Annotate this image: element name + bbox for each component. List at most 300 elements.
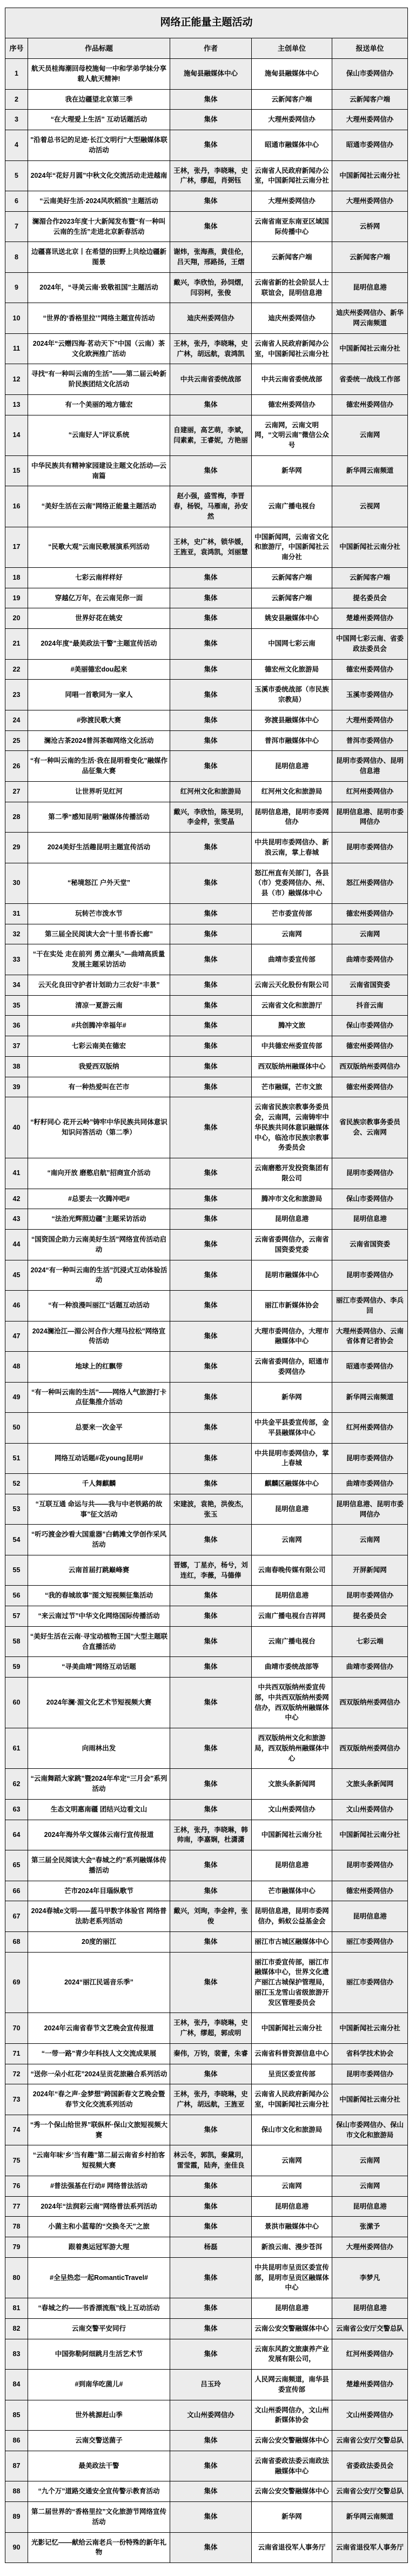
cell-index: 55 [5,1555,28,1586]
cell-author: 集体 [170,924,252,944]
cell-title: 向雨林出发 [28,1728,170,1769]
cell-submitter: 新华网云南频道 [332,2502,408,2533]
cell-index: 29 [5,833,28,863]
cell-index: 3 [5,110,28,130]
cell-author: 集体 [170,191,252,212]
cell-submitter: 云新闻客户端 [332,567,408,588]
cell-submitter: 红河州委网信办 [332,1413,408,1444]
cell-creator: 中共昆明市呈贡区委宣传部，昆明市呈贡区融媒体中心 [252,2257,332,2298]
table-row [5,680,408,710]
cell-submitter: 怒江州委网信办 [332,863,408,903]
cell-index: 67 [5,1901,28,1932]
cell-title: 2024年澜·湄文化艺术节短视频大赛 [28,1678,170,1728]
cell-creator: 曲靖市委宣传部 [252,944,332,975]
table-row [5,1901,408,1932]
cell-author: 宋建波，袁艳，洪俊杰，张玉 [170,1494,252,1525]
cell-creator: 云南省民族宗教事务委员会，云南网，云南铸牢中华民族共同体意识融媒体中心，临沧市民族宗教事务委员会 [252,1097,332,1158]
cell-author: 集体 [170,1474,252,1494]
table-row [5,751,408,782]
table-row [5,1189,408,1209]
cell-submitter: 昆明市委网信办 [332,833,408,863]
cell-index: 24 [5,710,28,730]
cell-submitter: 昆明信息港、昆明市委网信办 [332,1494,408,1525]
cell-title: "沿着总书记的足迹·长江文明行"大型融媒体联动活动 [28,130,170,161]
table-row [5,588,408,608]
table-row [5,2400,408,2431]
cell-submitter: 普洱市委网信办 [332,730,408,751]
table-row [5,2298,408,2319]
table-row [5,2339,408,2370]
table-row [5,1586,408,1606]
table-row [5,1209,408,1230]
cell-author: 集体 [170,1230,252,1260]
cell-title: “美好生活在云南”网络正能量主题活动 [28,486,170,527]
cell-creator: 麒麟区融媒体中心 [252,1474,332,1494]
cell-title: 玩转芒市泼水节 [28,903,170,924]
cell-submitter: 云新闻客户端 [332,89,408,110]
cell-author: 集体 [170,1678,252,1728]
table-row [5,1056,408,1077]
cell-creator: 昆明市融媒体中心 [252,1260,332,1291]
cell-submitter: 中国新闻社云南分社 [332,333,408,364]
cell-submitter: 昭通市委网信办 [332,130,408,161]
cell-author: 集体 [170,1056,252,1077]
cell-submitter: 中国网七彩云南、省委政法委员会 [332,629,408,660]
cell-creator: 曲靖市委统战部等 [252,1657,332,1678]
cell-author: 集体 [170,211,252,242]
cell-index: 85 [5,2400,28,2431]
cell-author: 王林，张丹，李晓琳，史广林，缪超，肖弼钰 [170,160,252,191]
cell-creator: 云南网，云南文明网，“文明云南”微信公众号 [252,415,332,455]
cell-submitter: 中国新闻社云南分社 [332,2013,408,2044]
cell-author: 集体 [170,2064,252,2084]
cell-author: 集体 [170,2481,252,2502]
cell-submitter: 昆明市委网信办 [332,2064,408,2084]
cell-creator: 大理市委网信办，大理市融媒体中心 [252,1321,332,1352]
cell-submitter: 省民族宗教事务委员会、云南网 [332,1097,408,1158]
cell-index: 60 [5,1678,28,1728]
cell-title: #全呈热恋一起RomanticTravel# [28,2257,170,2298]
cell-index: 31 [5,903,28,924]
cell-title: 我在边疆望北京第三季 [28,89,170,110]
cell-index: 71 [5,2043,28,2064]
cell-submitter: 曲靖市委网信办 [332,1657,408,1678]
cell-author: 集体 [170,2298,252,2319]
cell-creator: 云南广播电视台吉祥网 [252,1606,332,1627]
cell-title: “一带一路”青少年科技人文交流成果展 [28,2043,170,2064]
cell-author: 集体 [170,1260,252,1291]
cell-index: 76 [5,2176,28,2196]
cell-author: 集体 [170,903,252,924]
cell-author: 集体 [170,394,252,415]
table-row [5,160,408,191]
cell-index: 5 [5,160,28,191]
cell-title: “民歌大观”云南民歌展演系列活动 [28,527,170,567]
cell-author: 集体 [170,1291,252,1321]
cell-index: 82 [5,2318,28,2339]
cell-title: “来云南过节”中华文化网络国际传播活动 [28,1606,170,1627]
cell-creator: 云南省文化和旅游厅 [252,995,332,1016]
table-row [5,1678,408,1728]
cell-title: 寻找“有一种叫云南的生活”——第二届云岭新阶民族团结文化活动 [28,364,170,395]
cell-title: “法治光辉照边疆”主题采访活动 [28,1209,170,1230]
column-header-title: 作品标题 [28,38,170,59]
table-row [5,2481,408,2502]
cell-title: 2024“有一种叫云南的生活”沉浸式互动体验活动 [28,1260,170,1291]
cell-creator: 中共德宏州委宣传部 [252,1036,332,1057]
table-row [5,1036,408,1057]
cell-author: 戴兴，李欣怡，陈旻玥，李金梓，张雯晶 [170,802,252,833]
cell-submitter: 云南网 [332,924,408,944]
cell-title: 2024年度“最美政法干警”主题宣传活动 [28,629,170,660]
cell-title: 2024年“云赠四海·茗动天下”中国（云南）茶文化欧洲推广活动 [28,333,170,364]
cell-index: 51 [5,1443,28,1474]
cell-submitter: 云桥网 [332,211,408,242]
cell-author: 集体 [170,1443,252,1474]
cell-title: 第二届世界的“香格里拉”文化旅游节网络宣传活动 [28,2502,170,2533]
cell-index: 66 [5,1881,28,1901]
cell-title: 中华民族共有精神家园建设主题文化活动—云南篇 [28,455,170,486]
cell-author: 集体 [170,2532,252,2563]
cell-index: 36 [5,1016,28,1036]
cell-creator: 芒市融媒体中心 [252,1881,332,1901]
cell-author: 集体 [170,1352,252,1383]
cell-index: 27 [5,781,28,802]
award-table [5,8,408,2563]
table-row [5,2176,408,2196]
table-row [5,272,408,303]
cell-creator: 云南公安交警融媒体中心 [252,2431,332,2451]
cell-index: 22 [5,659,28,680]
table-row [5,486,408,527]
table-row [5,1097,408,1158]
cell-title: 跟着奥运冠军游大理 [28,2237,170,2258]
cell-submitter: 云南省国资委 [332,1230,408,1260]
cell-index: 63 [5,1799,28,1820]
cell-creator: 云南省南亚东南亚区域国际传播中心 [252,211,332,242]
cell-creator: 云新闻客户端 [252,89,332,110]
column-header-creator: 主创单位 [252,38,332,59]
cell-author: 集体 [170,1799,252,1820]
cell-title: #普法强基在行动# 网络普法活动 [28,2176,170,2196]
cell-title: “籽籽同心 花开云岭”铸牢中华民族共同体意识知识问答活动（第二季） [28,1097,170,1158]
cell-index: 49 [5,1382,28,1413]
cell-title: “春城之约——书香漂流瓶”线上互动活动 [28,2298,170,2319]
cell-title: “有一种叫云南的生活”——网络人气旅游打卡点征集推介活动 [28,1382,170,1413]
cell-index: 57 [5,1606,28,1627]
cell-title: 2024年云南省春节文艺晚会宣传报道 [28,2013,170,2044]
table-row [5,1494,408,1525]
cell-author: 集体 [170,629,252,660]
cell-title: 云南交警送菌子 [28,2431,170,2451]
cell-index: 59 [5,1657,28,1678]
cell-index: 25 [5,730,28,751]
cell-author: 秦伟，万钧，裴蕾，朱睿 [170,2043,252,2064]
cell-author: 集体 [170,567,252,588]
cell-index: 73 [5,2084,28,2115]
cell-index: 68 [5,1931,28,1952]
cell-creator: 昆明信息港 [252,1494,332,1525]
cell-title: 小菌主和小蓝莓的“交换冬天”之旅 [28,2217,170,2237]
cell-creator: 云南网 [252,2145,332,2176]
cell-submitter: 新华网云南频道 [332,455,408,486]
cell-title: 清凉一夏游云南 [28,995,170,1016]
table-row [5,2196,408,2217]
cell-author: 集体 [170,2176,252,2196]
cell-title: #总要去一次腾冲吧# [28,1189,170,1209]
cell-author: 集体 [170,680,252,710]
cell-creator: 呈贡区委宣传部 [252,2064,332,2084]
cell-title: “互联互通 命运与共——我与中老铁路的故事”征文活动 [28,1494,170,1525]
cell-index: 26 [5,751,28,782]
table-row [5,394,408,415]
table-row [5,303,408,334]
cell-index: 42 [5,1189,28,1209]
cell-submitter: 云南省国资委 [332,975,408,995]
cell-creator: 云南春晚传媒有限公司 [252,1555,332,1586]
table-row [5,1321,408,1352]
cell-title: 2024年“法润彩云南”网络普法系列活动 [28,2196,170,2217]
cell-index: 8 [5,242,28,273]
cell-index: 65 [5,1850,28,1881]
cell-index: 46 [5,1291,28,1321]
cell-creator: 中共昆明市委网信办，掌上春城 [252,1443,332,1474]
cell-creator: 景洪市融媒体中心 [252,2217,332,2237]
cell-creator: 中共昆明市委网信办、新浪云南，掌上春城 [252,833,332,863]
cell-creator: 丽江市委宣传部，丽江市融媒体中心，世界文化遗产丽江古城保护管理局，丽江玉龙雪山省级旅游开发区管理委员会 [252,1952,332,2013]
cell-creator: 昆明信息港 [252,1209,332,1230]
cell-title: 航天员桂海潮回母校施甸一中和学弟学妹分享载人航天精神! [28,59,170,90]
cell-creator: 中国新闻社云南分社 [252,1820,332,1850]
cell-creator: 云新闻客户端 [252,567,332,588]
cell-submitter: 云南网 [332,415,408,455]
cell-title: 云南首届打跳巅峰赛 [28,1555,170,1586]
cell-author: 中共云南省委统战部 [170,364,252,395]
cell-title: 边疆喜讯送北京丨在希望的田野上共绘边疆新图景 [28,242,170,273]
cell-index: 52 [5,1474,28,1494]
cell-submitter: 文山州委网信办 [332,2400,408,2431]
cell-title: 第三届全民阅读大会“春城之约”系列融媒体传播活动 [28,1850,170,1881]
cell-title: “有一种浪漫叫丽江”话题互动活动 [28,1291,170,1321]
cell-title: 光影记忆——献给云南老兵一份特殊的新年礼物 [28,2532,170,2563]
cell-index: 47 [5,1321,28,1352]
cell-creator: 姚安县融媒体中心 [252,608,332,629]
cell-creator: 腾冲文旅 [252,1016,332,1036]
cell-creator: 昆明信息港，昆明市委网信办 [252,802,332,833]
cell-title: 世外桃源赶山季 [28,2400,170,2431]
cell-submitter: 省科学技术协会 [332,2043,408,2064]
cell-creator: 中国新闻社云南分社 [252,2013,332,2044]
cell-submitter: 西双版纳州委网信办 [332,1678,408,1728]
table-row [5,1799,408,1820]
cell-creator: 昆明信息港 [252,2196,332,2217]
table-row [5,2257,408,2298]
cell-author: 集体 [170,1657,252,1678]
column-header-submitter: 报送单位 [332,38,408,59]
cell-author: 集体 [170,2451,252,2481]
table-row [5,781,408,802]
table-row [5,1158,408,1189]
table-head [5,8,408,59]
table-row [5,1413,408,1444]
cell-title: “云南舞蹈大家跳”暨2024年牟定“三月会”系列活动 [28,1769,170,1800]
cell-creator: 红河州文化和旅游局 [252,781,332,802]
cell-title: 世界好花在姚安 [28,608,170,629]
cell-author: 林云冬，郭凯，秦黛玥，雷莹霞，陆奔，奎佳良 [170,2145,252,2176]
cell-title: “有一种叫云南的生活·我在昆明看变化”融媒作品征集大赛 [28,751,170,782]
cell-index: 1 [5,59,28,90]
cell-creator: 中共西双版纳州委宣传部，中共西双版纳州委网信办，西双版纳州融媒体中心 [252,1678,332,1728]
cell-author: 集体 [170,863,252,903]
table-row [5,2013,408,2044]
cell-creator: 中共金平县委宣传部，金平县融媒体中心 [252,1413,332,1444]
cell-index: 53 [5,1494,28,1525]
cell-submitter: 昆明信息港 [332,2196,408,2217]
table-row [5,944,408,975]
cell-creator: 大理州委网信办 [252,110,332,130]
cell-submitter: 文山州委网信办 [332,1799,408,1820]
cell-author: 集体 [170,2196,252,2217]
table-row [5,2318,408,2339]
table-body [5,59,408,2563]
cell-submitter: 昭通市委网信办 [332,1352,408,1383]
table-row [5,130,408,161]
cell-index: 14 [5,415,28,455]
cell-index: 21 [5,629,28,660]
cell-author: 集体 [170,455,252,486]
cell-author: 集体 [170,1606,252,1627]
cell-title: 云天化良田守护者计划助力三农好“丰景” [28,975,170,995]
table-row [5,975,408,995]
cell-index: 40 [5,1097,28,1158]
cell-submitter: 云南省退役军人事务厅 [332,2532,408,2563]
table-row [5,995,408,1016]
cell-submitter: 昆明信息港 [332,1209,408,1230]
cell-title: 七彩云南美在德宏 [28,1036,170,1057]
cell-submitter: 楚雄州委网信办 [332,608,408,629]
cell-index: 54 [5,1525,28,1555]
cell-author: 王林，张丹，李晓琳，韩帅南，李嘉娴，杜潇潇 [170,1820,252,1850]
cell-title: 2024年“花好月圆”中秋文化交流活动走进越南 [28,160,170,191]
table-row [5,863,408,903]
cell-submitter: 曲靖市委网信办 [332,944,408,975]
table-row [5,924,408,944]
cell-submitter: 云南网 [332,2145,408,2176]
cell-submitter: 省委政法委员会 [332,2451,408,2481]
table-row [5,2502,408,2533]
cell-author: 集体 [170,1321,252,1352]
table-row [5,2084,408,2115]
table-row [5,1728,408,1769]
cell-index: 80 [5,2257,28,2298]
cell-title: 网络互动话题#花young昆明# [28,1443,170,1474]
cell-title: 千人舞麒麟 [28,1474,170,1494]
table-row [5,1382,408,1413]
table-row [5,59,408,90]
table-row [5,1016,408,1036]
cell-submitter: 中国新闻社云南分社 [332,527,408,567]
cell-title: 让世界听见红河 [28,781,170,802]
cell-author: 集体 [170,1382,252,1413]
cell-author: 集体 [170,1952,252,2013]
cell-author: 集体 [170,2502,252,2533]
cell-title: “在大理爱上生活” 互动话题活动 [28,110,170,130]
cell-title: “秘境怒江 户外天堂” [28,863,170,903]
cell-creator: 云南省委网信办，昭通市委网信办 [252,1352,332,1383]
cell-author: 文山州委网信办 [170,2400,252,2431]
table-row [5,2145,408,2176]
cell-index: 13 [5,394,28,415]
cell-creator: 腾冲市文化和旅游局 [252,1189,332,1209]
cell-submitter: 开屏新闻网 [332,1555,408,1586]
cell-creator: 云南网 [252,2176,332,2196]
cell-title: “寻美曲靖”网络互动话题 [28,1657,170,1678]
cell-creator: 云南省新的社会阶层人士联谊会，昆明信息港 [252,272,332,303]
cell-creator: 大理州委网信办 [252,191,332,212]
cell-author: 集体 [170,1769,252,1800]
cell-author: 集体 [170,975,252,995]
cell-creator: 德宏州文化旅游局 [252,659,332,680]
cell-creator: 云南磨憨开发投资集团有限公司 [252,1158,332,1189]
cell-author: 集体 [170,710,252,730]
cell-submitter: 大理州委网信办、云南省体育记者协会 [332,1321,408,1352]
cell-submitter: 昆明市委网信办 [332,1443,408,1474]
cell-title: 同唱一首歌同为一家人 [28,680,170,710]
cell-index: 74 [5,2115,28,2145]
cell-index: 35 [5,995,28,1016]
cell-creator: 芒市委宣传部 [252,903,332,924]
table-row [5,191,408,212]
cell-author: 集体 [170,110,252,130]
cell-submitter: 西双版纳州委网信办 [332,1056,408,1077]
cell-creator: 云南省人民政府新闻办公室，中国新闻社云南分社 [252,2084,332,2115]
table-row [5,364,408,395]
cell-creator: 弥渡县融媒体中心 [252,710,332,730]
table-row [5,1606,408,1627]
cell-index: 16 [5,486,28,527]
cell-author: 集体 [170,2115,252,2145]
cell-index: 50 [5,1413,28,1444]
cell-submitter: 曲靖市委网信办 [332,1474,408,1494]
cell-index: 32 [5,924,28,944]
cell-author: 集体 [170,1016,252,1036]
cell-author: 集体 [170,2318,252,2339]
cell-creator: 新华网 [252,1382,332,1413]
cell-index: 19 [5,588,28,608]
table-row [5,110,408,130]
cell-creator: 云南省科普资源信息中心 [252,2043,332,2064]
cell-submitter: 德宏州委网信办 [332,659,408,680]
cell-creator: 西双版纳州文化和旅游局，西双版纳州融媒体中心 [252,1728,332,1769]
cell-index: 28 [5,802,28,833]
table-row [5,629,408,660]
cell-author: 集体 [170,944,252,975]
table-row [5,2532,408,2563]
cell-author: 王林，张丹，李晓琳，史广林，缪超，郭成明 [170,2013,252,2044]
cell-title: #美丽德宏dou起来 [28,659,170,680]
cell-index: 81 [5,2298,28,2319]
table-row [5,1626,408,1657]
cell-index: 34 [5,975,28,995]
cell-creator: 昆明信息港 [252,1586,332,1606]
cell-author: 集体 [170,659,252,680]
cell-submitter: 提名委员会 [332,588,408,608]
cell-author: 迪庆州委网信办 [170,303,252,334]
cell-author: 集体 [170,2339,252,2370]
cell-author: 戴兴，刘珣，李金梓，张俊 [170,1901,252,1932]
table-row [5,567,408,588]
cell-index: 4 [5,130,28,161]
